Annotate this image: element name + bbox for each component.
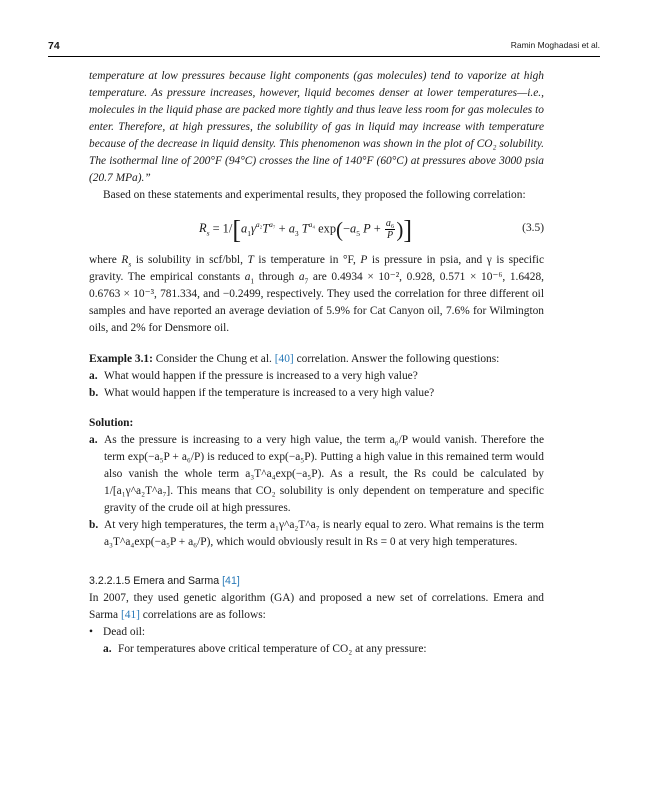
page-number: 74 xyxy=(48,40,60,52)
citation-link-41[interactable]: [41] xyxy=(120,609,140,621)
running-head: Ramin Moghadasi et al. xyxy=(510,40,600,50)
solution-title: Solution: xyxy=(89,417,134,429)
example-paragraph: Example 3.1: Consider the Chung et al. [40] correlation. Answer the following questions: xyxy=(89,353,500,365)
equation-3-5 xyxy=(89,206,544,250)
section-paragraph: In 2007, they used genetic algorithm (GA) and proposed a new set of correlations. Emera and Sarma [41] correlations are as follows: xyxy=(89,592,544,621)
page-header xyxy=(48,40,600,56)
definitions-paragraph: where $R_s$ is solubility in scf/bbl, T is temperature in °F, P is pressure in psia, and γ is specific gravity. The empirical constants $a_1$ through $a_7$ are 0.4934 × 10⁻², 0.928, 0.571 × 10⁻⁶, 1.6428, 0.6763 × 10⁻³, 781.334, and −0.2499, respectively. They used the correlation for three different oil samples and have reported an average deviation of 5.9% for Cat Canyon oil, 7.6% for Wilmington oils, and 2% for Densmore oil. xyxy=(89,254,544,334)
solution-list xyxy=(89,432,544,551)
example-questions xyxy=(89,368,544,402)
question-a: a. What would happen if the pressure is increased to a very high value? xyxy=(89,370,418,382)
dead-oil-item-a: a. For temperatures above critical temperature of CO₂ at any pressure: xyxy=(103,643,427,655)
citation-link-41-heading[interactable]: [41] xyxy=(222,575,240,587)
section-heading: 3.2.2.1.5 Emera and Sarma [41] xyxy=(89,575,240,587)
equation-number: (3.5) xyxy=(522,222,544,234)
solution-b: b. At very high temperatures, the term a₁γ^a₂T^a₇ is nearly equal to zero. What remains is the term a₃T^a₄exp(−a₅P + a₆/P), which would obviously result in Rs = 0 at very high temperatures. xyxy=(89,519,544,548)
example-label: Example 3.1: xyxy=(89,353,153,365)
bullet-dead-oil: • Dead oil: xyxy=(89,626,146,638)
question-b: b. What would happen if the temperature is increased to a very high value? xyxy=(89,387,435,399)
dead-oil-sublist xyxy=(89,641,544,658)
intro-paragraph: Based on these statements and experimental results, they proposed the following correlation: xyxy=(103,189,526,201)
equation-formula: $R_s = 1/[a_1\gamma^{a_2}T^{a_7} + a_3$ $T^{a_4}$ $\exp(-a_5$ P + $\frac{\text{a₆}}{P}$ )] xyxy=(199,215,413,245)
page-body xyxy=(89,68,544,658)
header-rule xyxy=(48,56,600,57)
quote-paragraph: temperature at low pressures because light components (gas molecules) tend to vaporize at high temperature. As pressure increases, however, liquid becomes denser at lower temperatures—i.e., molecules in the liquid phase are packed more tightly and thus leave less room for gas molecules to enter. Therefore, at high pressures, the solubility of gas in liquid may increase with temperature because of the decrease in liquid density. This phenomenon was shown in the plot of CO₂ solubility. The isothermal line of 200°F (94°C) crosses the line of 140°F (60°C) at pressures above 3000 psia (20.7 MPa).” xyxy=(89,70,544,184)
citation-link-40[interactable]: [40] xyxy=(274,353,294,365)
solution-a: a. As the pressure is increasing to a very high value, the term a₆/P would vanish. Therefore the term exp(−a₅P + a₆/P) is reduced to exp(−a₅P). Putting a high value in this remained term would also vanish the whole term a₃T^a₄exp(−a₅P). As a result, the Rs could be calculated by 1/[a₁γ^a₂T^a₇]. This means that CO₂ solubility is only dependent on temperature and specific gravity of the crude oil at high pressures. xyxy=(89,434,544,514)
